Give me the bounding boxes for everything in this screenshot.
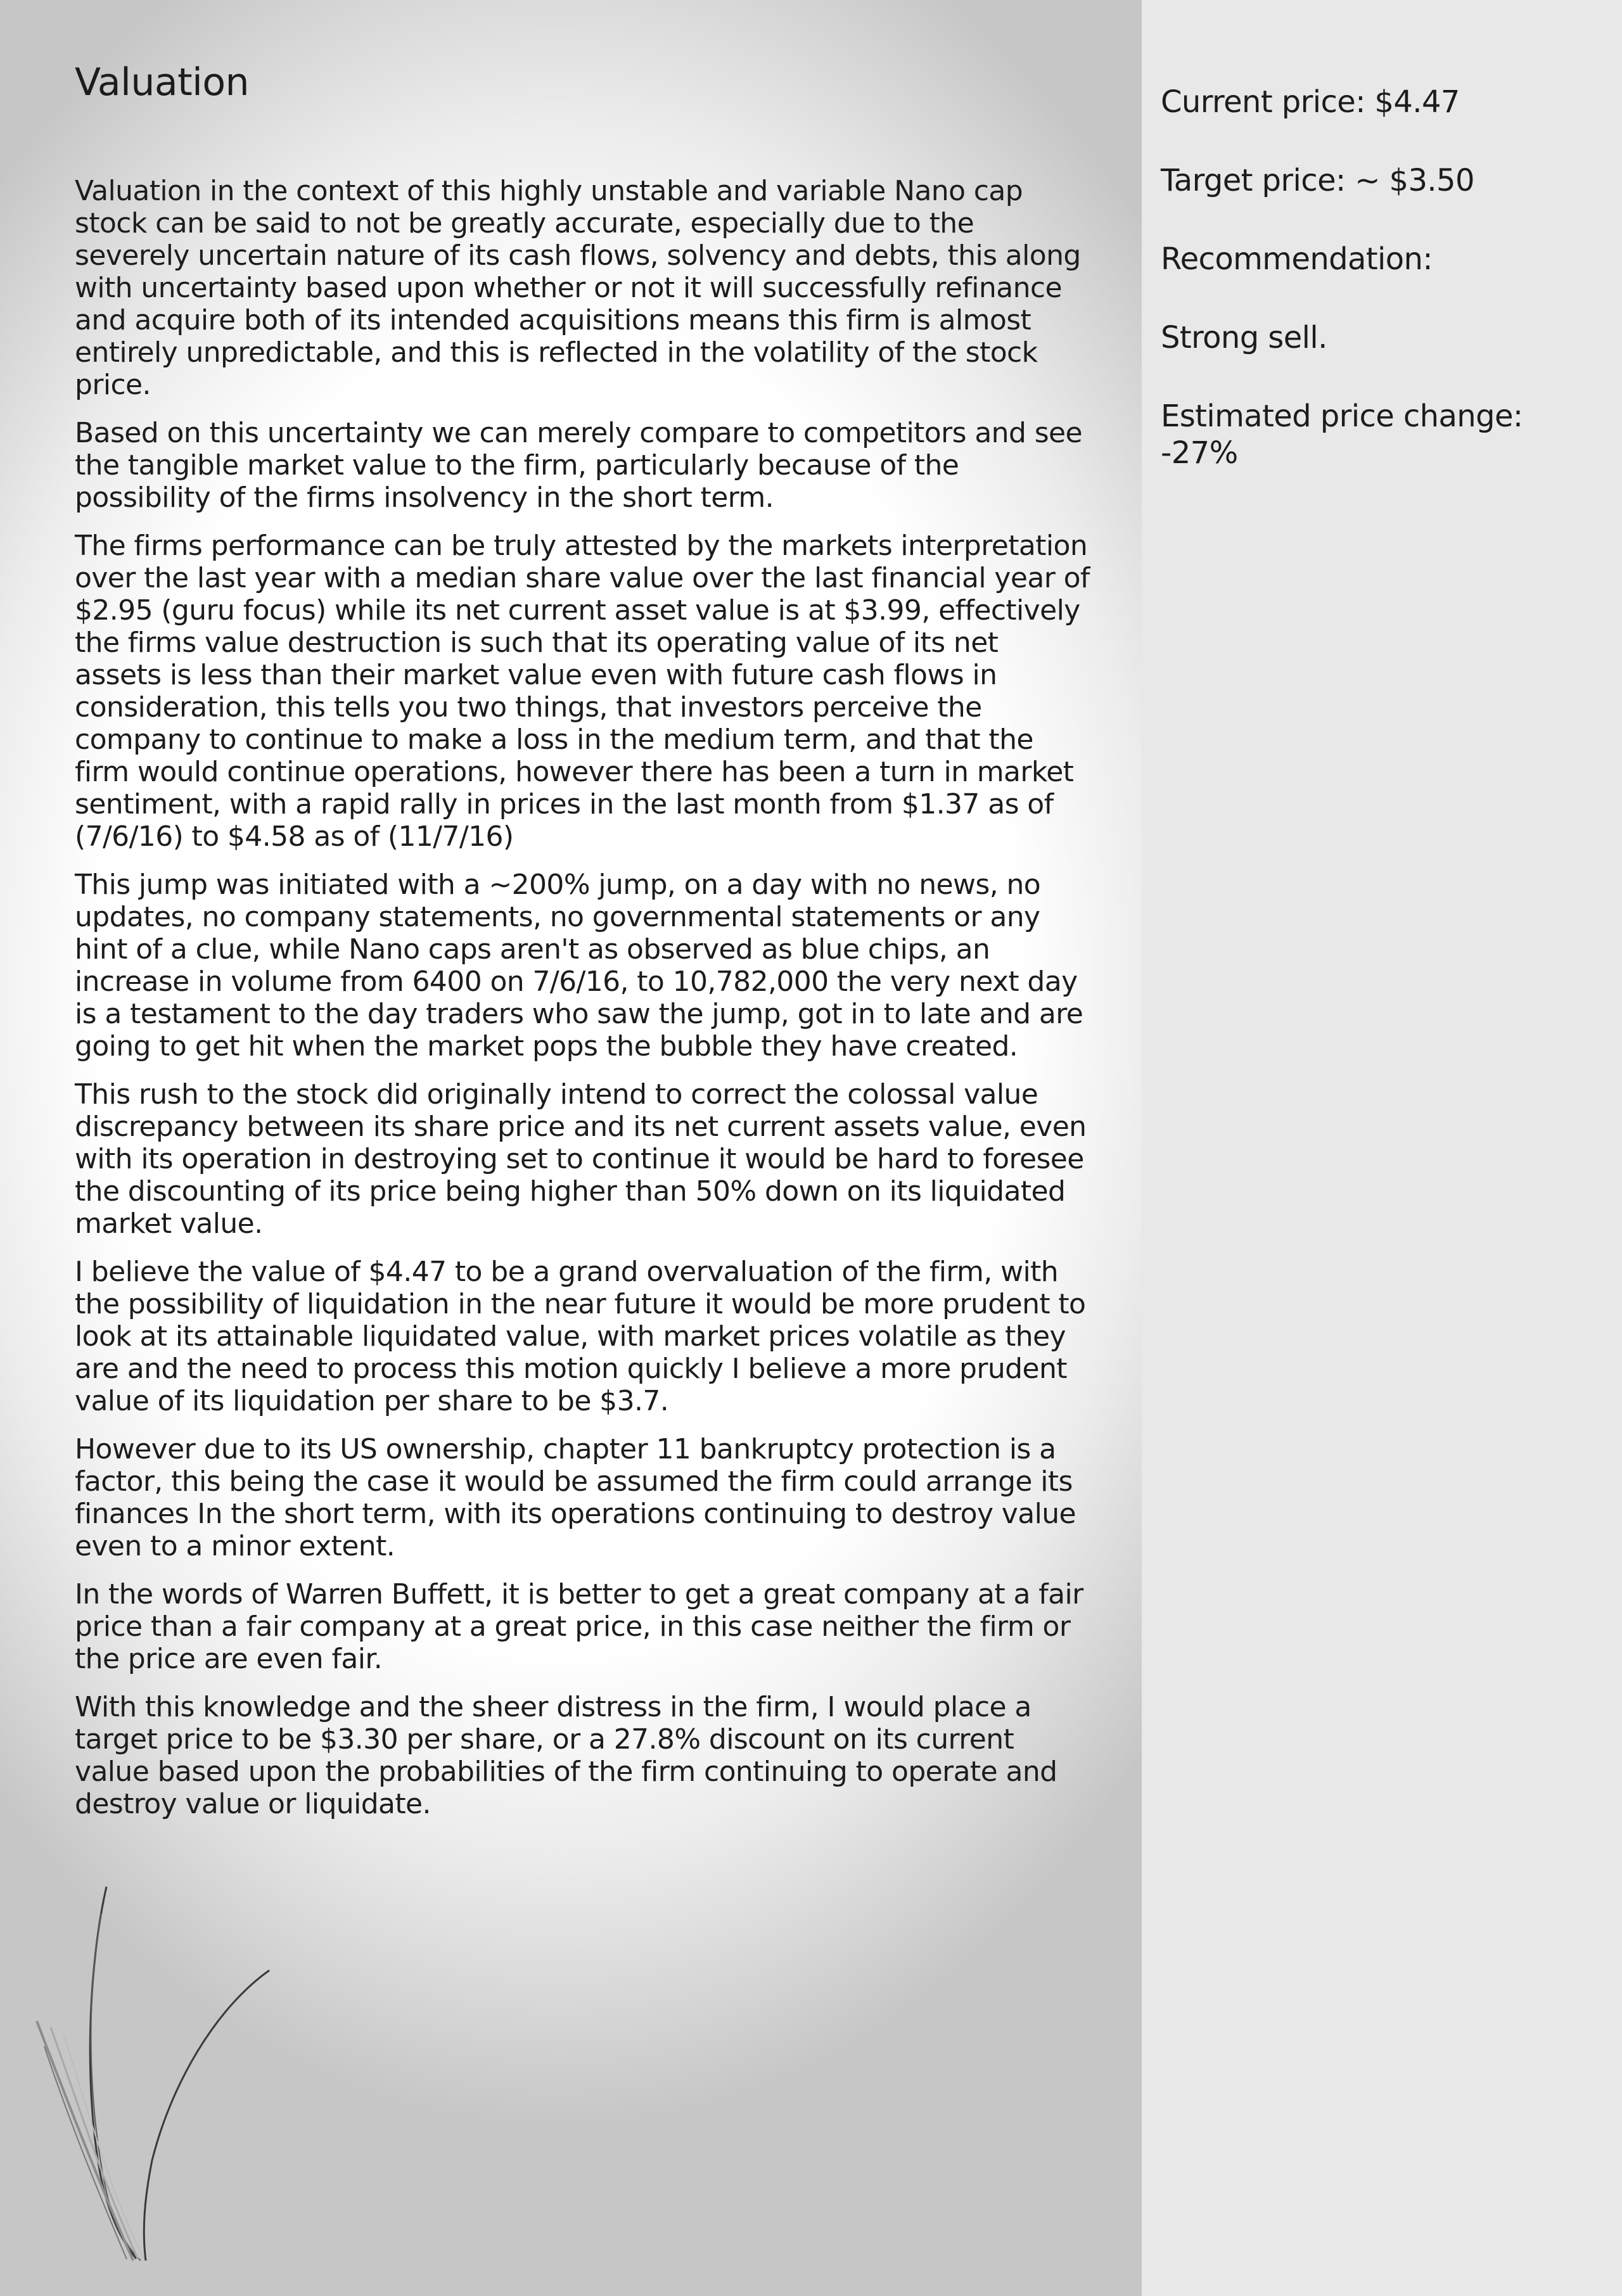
current-price: Current price: $4.47 bbox=[1161, 84, 1460, 120]
paragraph-7: However due to its US ownership, chapter 11 bankruptcy protection is a factor, this being the case it would be assumed the firm could arrange its finances In the short term, with its operations continuing to destroy value even to a minor extent. bbox=[75, 1433, 1076, 1562]
paragraph-2: Based on this uncertainty we can merely compare to competitors and see the tangible market value to the firm, particularly because of the possibility of the firms insolvency in the short term. bbox=[75, 417, 1082, 514]
recommendation-label: Recommendation: bbox=[1161, 241, 1433, 277]
paragraph-1: Valuation in the context of this highly unstable and variable Nano cap stock can be said to not be greatly accurate, especially due to the severely uncertain nature of its cash flows, solvency and debts, this along with uncertainty based upon whether or not it will successfully refinance and acquire both of its intended acquisitions means this firm is almost entirely unpredictable, and this is reflected in the volatility of the stock price. bbox=[75, 175, 1081, 401]
price-change-label: Estimated price change: bbox=[1161, 399, 1523, 434]
body-text bbox=[75, 175, 1092, 1836]
paragraph-5: This rush to the stock did originally intend to correct the colossal value discrepancy between its share price and its net current assets value, even with its operation in destroying set to continue it would be hard to foresee the discounting of its price being higher than 50% down on its liquidated market value. bbox=[75, 1078, 1087, 1240]
paragraph-8: In the words of Warren Buffett, it is better to get a great company at a fair price than a fair company at a great price, in this case neither the firm or the price are even fair. bbox=[75, 1578, 1083, 1675]
price-summary bbox=[1161, 84, 1598, 513]
paragraph-6: I believe the value of $4.47 to be a grand overvaluation of the firm, with the possibility of liquidation in the near future it would be more prudent to look at its attainable liquidated value, with market prices volatile as they are and the need to process this motion quickly I believe a more prudent value of its liquidation per share to be $3.7. bbox=[75, 1256, 1086, 1417]
price-change-value: -27% bbox=[1161, 435, 1238, 471]
page-title: Valuation bbox=[75, 60, 250, 105]
paragraph-3: The firms performance can be truly attested by the markets interpretation over the last year with a median share value over the last financial year of $2.95 (guru focus) while its net current asset value is at $3.99, effectively the firms value destruction is such that its operating value of its net assets is less than their market value even with future cash flows in consideration, this tells you two things, that investors perceive the company to continue to make a loss in the medium term, and that the firm would continue operations, however there has been a turn in market sentiment, with a rapid rally in prices in the last month from $1.37 as of (7/6/16) to $4.58 as of (11/7/16) bbox=[75, 530, 1090, 853]
decorative-grass-swirl bbox=[25, 1875, 291, 2268]
paragraph-9: With this knowledge and the sheer distress in the firm, I would place a target price to be $3.30 per share, or a 27.8% discount on its current value based upon the probabilities of the firm continuing to operate and destroy value or liquidate. bbox=[75, 1691, 1057, 1820]
paragraph-4: This jump was initiated with a ~200% jump, on a day with no news, no updates, no company statements, no governmental statements or any hint of a clue, while Nano caps aren't as observed as blue chips, an increase in volume from 6400 on 7/6/16, to 10,782,000 the very next day is a testament to the day traders who saw the jump, got in to late and are going to get hit when the market pops the bubble they have created. bbox=[75, 869, 1083, 1062]
target-price: Target price: ~ $3.50 bbox=[1161, 163, 1474, 198]
recommendation-value: Strong sell. bbox=[1161, 320, 1327, 355]
